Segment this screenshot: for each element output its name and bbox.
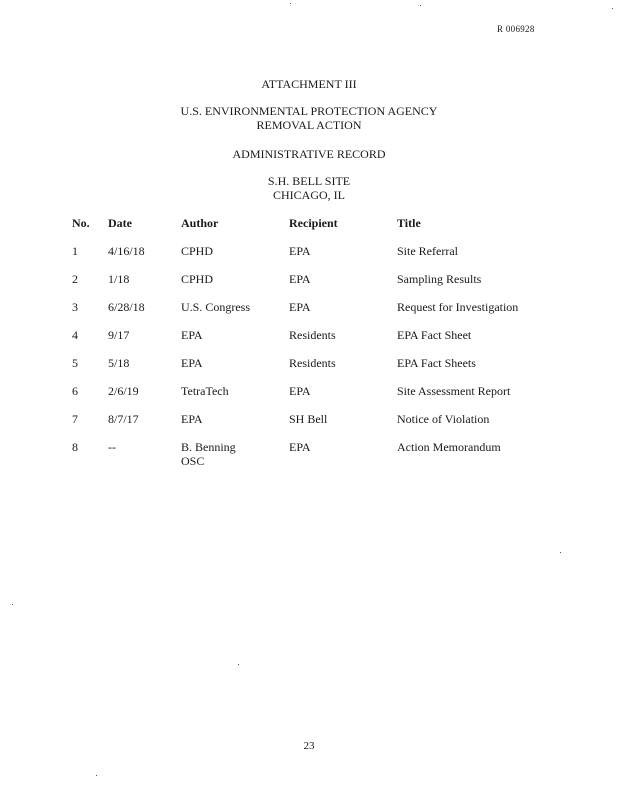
row-author-line: CPHD <box>181 244 214 258</box>
row-date: -- <box>108 440 116 454</box>
site-line-2: CHICAGO, IL <box>273 188 345 202</box>
row-recipient: EPA <box>289 272 311 286</box>
row-author-line: EPA <box>181 328 203 342</box>
site-line-1: S.H. BELL SITE <box>267 174 351 188</box>
row-author-line: U.S. Congress <box>181 300 251 314</box>
table-row <box>72 272 552 300</box>
header-recipient: Recipient <box>289 216 338 230</box>
table-row <box>72 356 552 384</box>
row-no: 8 <box>72 440 78 454</box>
header-no: No. <box>72 216 90 230</box>
row-title: Request for Investigation <box>397 300 519 314</box>
row-recipient: SH Bell <box>289 412 328 426</box>
row-recipient: EPA <box>289 440 311 454</box>
table-row <box>72 328 552 356</box>
scan-speck <box>290 3 291 4</box>
row-author <box>181 300 250 314</box>
row-title: Notice of Violation <box>397 412 490 426</box>
row-recipient: Residents <box>289 328 336 342</box>
row-author <box>181 356 203 370</box>
header-date: Date <box>108 216 132 230</box>
row-author-line: EPA <box>181 356 203 370</box>
row-recipient: Residents <box>289 356 336 370</box>
row-no: 7 <box>72 412 78 426</box>
scan-speck <box>612 8 613 9</box>
row-recipient: EPA <box>289 244 311 258</box>
table-row <box>72 384 552 412</box>
table-header-row <box>72 216 552 244</box>
row-author <box>181 244 213 258</box>
row-title: Site Assessment Report <box>397 384 511 398</box>
row-title: Site Referral <box>397 244 458 258</box>
row-date: 8/7/17 <box>108 412 139 426</box>
row-author <box>181 272 213 286</box>
row-recipient: EPA <box>289 384 311 398</box>
row-no: 3 <box>72 300 78 314</box>
table-row <box>72 244 552 272</box>
scan-speck <box>238 664 239 665</box>
row-date: 2/6/19 <box>108 384 139 398</box>
row-date: 5/18 <box>108 356 130 370</box>
record-title: ADMINISTRATIVE RECORD <box>232 147 386 161</box>
site-heading <box>0 174 618 202</box>
header-author: Author <box>181 216 219 230</box>
row-date: 4/16/18 <box>108 244 145 258</box>
page-number: 23 <box>303 740 315 752</box>
agency-line-2: REMOVAL ACTION <box>256 118 362 132</box>
row-author-line-2: OSC <box>181 454 205 468</box>
record-table <box>72 216 552 468</box>
row-author-line: TetraTech <box>181 384 229 398</box>
table-row <box>72 440 552 468</box>
row-date: 9/17 <box>108 328 130 342</box>
table-row <box>72 300 552 328</box>
row-author-line: EPA <box>181 412 203 426</box>
row-no: 2 <box>72 272 78 286</box>
row-author <box>181 384 229 398</box>
row-no: 4 <box>72 328 78 342</box>
row-author-line: B. Benning <box>181 440 236 454</box>
row-no: 6 <box>72 384 78 398</box>
row-title: Sampling Results <box>397 272 482 286</box>
row-author <box>181 412 203 426</box>
scan-speck <box>560 552 561 553</box>
row-author-line: CPHD <box>181 272 214 286</box>
row-date: 6/28/18 <box>108 300 145 314</box>
scan-speck <box>420 5 421 6</box>
header-title: Title <box>397 216 421 230</box>
row-recipient: EPA <box>289 300 311 314</box>
scan-speck <box>12 604 13 605</box>
row-author <box>181 440 236 468</box>
row-title: Action Memorandum <box>397 440 501 454</box>
scan-speck <box>96 775 97 776</box>
row-author <box>181 328 203 342</box>
attachment-heading: ATTACHMENT III <box>261 77 357 91</box>
row-date: 1/18 <box>108 272 130 286</box>
agency-heading <box>0 104 618 132</box>
row-no: 1 <box>72 244 78 258</box>
agency-line-1: U.S. ENVIRONMENTAL PROTECTION AGENCY <box>180 104 438 118</box>
row-no: 5 <box>72 356 78 370</box>
table-row <box>72 412 552 440</box>
row-title: EPA Fact Sheets <box>397 356 476 370</box>
row-title: EPA Fact Sheet <box>397 328 472 342</box>
bates-number: R 006928 <box>497 24 535 34</box>
